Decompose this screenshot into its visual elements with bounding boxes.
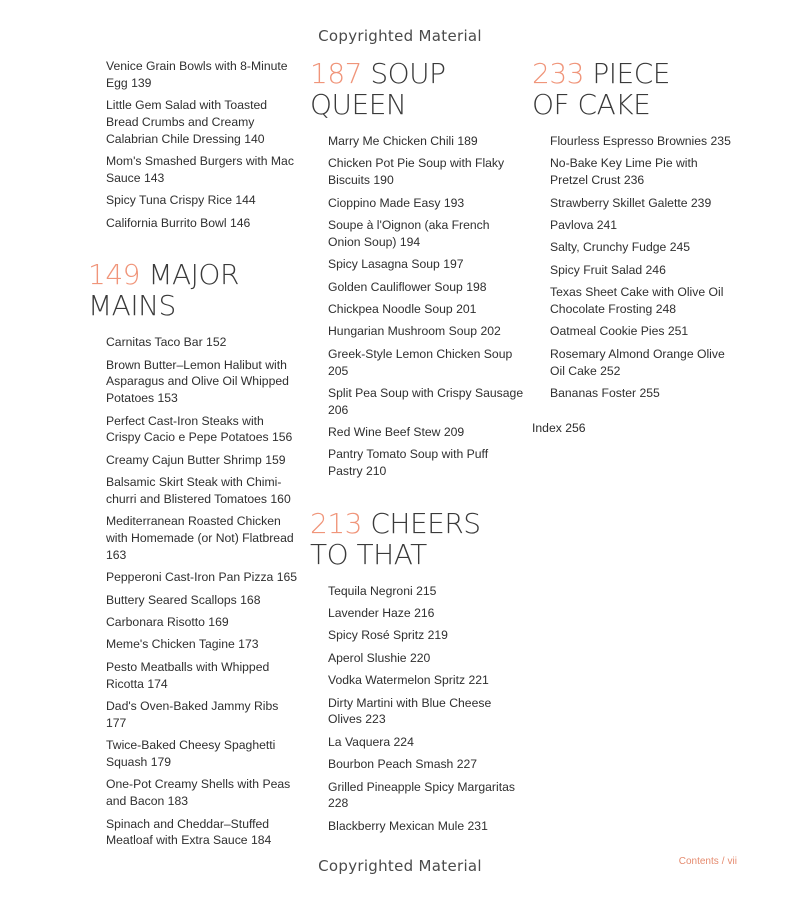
toc-entry[interactable]: Rosemary Almond Orange Olive Oil Cake 252 <box>550 346 725 378</box>
toc-entry[interactable]: Golden Cauliflower Soup 198 <box>328 279 487 294</box>
toc-entry[interactable]: Hungarian Mushroom Soup 202 <box>328 324 501 339</box>
toc-entry[interactable]: Aperol Slushie 220 <box>328 650 431 665</box>
toc-entry[interactable]: Meme's Chicken Tagine 173 <box>106 637 259 652</box>
toc-entry[interactable]: Pesto Meatballs with Whipped Ricotta 174 <box>106 659 270 691</box>
section-heading-major-mains <box>88 259 298 321</box>
toc-entry[interactable]: Spicy Tuna Crispy Rice 144 <box>106 193 256 208</box>
section-title-line1: SOUP <box>370 57 446 90</box>
section-number: 187 <box>310 57 362 90</box>
toc-entry[interactable]: California Burrito Bowl 146 <box>106 215 251 230</box>
toc-column-3 <box>532 58 732 437</box>
toc-entry[interactable]: La Vaquera 224 <box>328 734 414 749</box>
section-number: 233 <box>532 57 584 90</box>
toc-entry[interactable]: Vodka Watermelon Spritz 221 <box>328 673 489 688</box>
toc-entry[interactable]: Spicy Rosé Spritz 219 <box>328 628 448 643</box>
watermark-top: Copyrighted Material <box>318 27 482 45</box>
section-title-line1: MAJOR <box>148 258 239 292</box>
section-title-line1: PIECE <box>592 57 670 90</box>
footer-section-label: Contents <box>678 856 719 867</box>
toc-entry[interactable]: Flourless Espresso Brownies 235 <box>550 134 731 148</box>
toc-entry[interactable]: Bourbon Peach Smash 227 <box>328 757 478 772</box>
section-number: 213 <box>310 506 362 540</box>
toc-entry[interactable]: Greek-Style Lemon Chicken Soup 205 <box>328 346 513 378</box>
toc-entry[interactable]: Carbonara Risotto 169 <box>106 615 229 630</box>
entry-list <box>310 133 525 480</box>
toc-entry[interactable]: Split Pea Soup with Crispy Sausage 206 <box>328 385 524 417</box>
entry-list <box>88 58 298 232</box>
toc-entry[interactable]: Bananas Foster 255 <box>550 385 660 400</box>
index-entry[interactable]: Index 256 <box>532 420 586 435</box>
section-title-line1: CHEERS <box>370 506 481 540</box>
footer-page-number: vii <box>727 856 737 867</box>
toc-entry[interactable]: Venice Grain Bowls with 8-Minute Egg 139 <box>106 59 288 90</box>
toc-entry[interactable]: Pavlova 241 <box>550 217 618 232</box>
toc-column-2 <box>310 58 525 840</box>
section-title-line2: OF CAKE <box>532 88 651 121</box>
toc-entry[interactable]: Grilled Pineapple Spicy Margaritas 228 <box>328 779 515 811</box>
toc-entry[interactable]: Mom's Smashed Burgers with Mac Sauce 143 <box>106 154 294 185</box>
toc-entry[interactable]: Spicy Lasagna Soup 197 <box>328 257 464 272</box>
entry-list <box>310 583 525 835</box>
entry-list <box>88 334 298 849</box>
toc-entry[interactable]: Pepperoni Cast-Iron Pan Pizza 165 <box>106 570 298 585</box>
toc-entry[interactable]: Dad's Oven-Baked Jammy Ribs 177 <box>106 699 279 730</box>
toc-entry[interactable]: One-Pot Creamy Shells with Peas and Bacon 183 <box>106 777 291 809</box>
toc-entry[interactable]: Perfect Cast-Iron Steaks with Crispy Cacio e Pepe Potatoes 156 <box>106 413 293 445</box>
section-heading-soup-queen <box>310 58 525 120</box>
toc-entry[interactable]: Chickpea Noodle Soup 201 <box>328 301 477 316</box>
toc-entry[interactable]: Twice-Baked Cheesy Spaghetti Squash 179 <box>106 738 276 769</box>
section-number: 149 <box>88 258 140 292</box>
toc-entry[interactable]: Cioppino Made Easy 193 <box>328 195 465 210</box>
toc-entry[interactable]: Little Gem Salad with Toasted Bread Crumbs and Creamy Calabrian Chile Dressing 140 <box>106 98 268 146</box>
section-heading-cheers-to-that <box>310 508 525 570</box>
toc-entry[interactable]: Dirty Martini with Blue Cheese Olives 223 <box>328 695 492 727</box>
toc-entry[interactable]: Soupe à l'Oignon (aka French Onion Soup) 194 <box>328 217 490 249</box>
toc-entry[interactable]: Buttery Seared Scallops 168 <box>106 592 261 607</box>
toc-entry[interactable]: Lavender Haze 216 <box>328 606 435 621</box>
toc-entry[interactable]: Mediterranean Roasted Chicken with Homemade (or Not) Flatbread 163 <box>106 514 294 562</box>
section-title-line2: TO THAT <box>310 537 427 571</box>
section-title-line2: QUEEN <box>310 88 407 121</box>
toc-entry[interactable]: Spinach and Cheddar–Stuffed Meatloaf with Extra Sauce 184 <box>106 816 272 848</box>
toc-entry[interactable]: Red Wine Beef Stew 209 <box>328 425 465 440</box>
toc-entry[interactable]: Brown Butter–Lemon Halibut with Asparagus and Olive Oil Whipped Potatoes 153 <box>106 357 289 406</box>
toc-column-1 <box>88 58 298 855</box>
section-heading-piece-of-cake <box>532 58 732 120</box>
toc-entry[interactable]: Spicy Fruit Salad 246 <box>550 262 666 277</box>
page-footer <box>679 856 737 867</box>
toc-entry[interactable]: Chicken Pot Pie Soup with Flaky Biscuits 190 <box>328 156 505 188</box>
toc-entry[interactable]: Tequila Negroni 215 <box>328 583 437 598</box>
toc-entry[interactable]: Oatmeal Cookie Pies 251 <box>550 324 689 339</box>
entry-list <box>532 133 732 402</box>
watermark-bottom: Copyrighted Material <box>318 857 482 875</box>
section-title-line2: MAINS <box>88 289 176 323</box>
toc-entry[interactable]: Balsamic Skirt Steak with Chimi-churri and Blistered Tomatoes 160 <box>106 475 291 506</box>
toc-entry[interactable]: Blackberry Mexican Mule 231 <box>328 818 488 833</box>
toc-entry[interactable]: Texas Sheet Cake with Olive Oil Chocolate Frosting 248 <box>550 285 724 316</box>
toc-entry[interactable]: No-Bake Key Lime Pie with Pretzel Crust 236 <box>550 156 698 188</box>
toc-entry[interactable]: Carnitas Taco Bar 152 <box>106 335 227 350</box>
toc-entry[interactable]: Pantry Tomato Soup with Puff Pastry 210 <box>328 447 489 479</box>
footer-separator: / <box>721 856 725 867</box>
toc-entry[interactable]: Strawberry Skillet Galette 239 <box>550 195 712 210</box>
toc-entry[interactable]: Marry Me Chicken Chili 189 <box>328 134 478 148</box>
toc-entry[interactable]: Salty, Crunchy Fudge 245 <box>550 240 691 255</box>
toc-entry[interactable]: Creamy Cajun Butter Shrimp 159 <box>106 452 286 467</box>
